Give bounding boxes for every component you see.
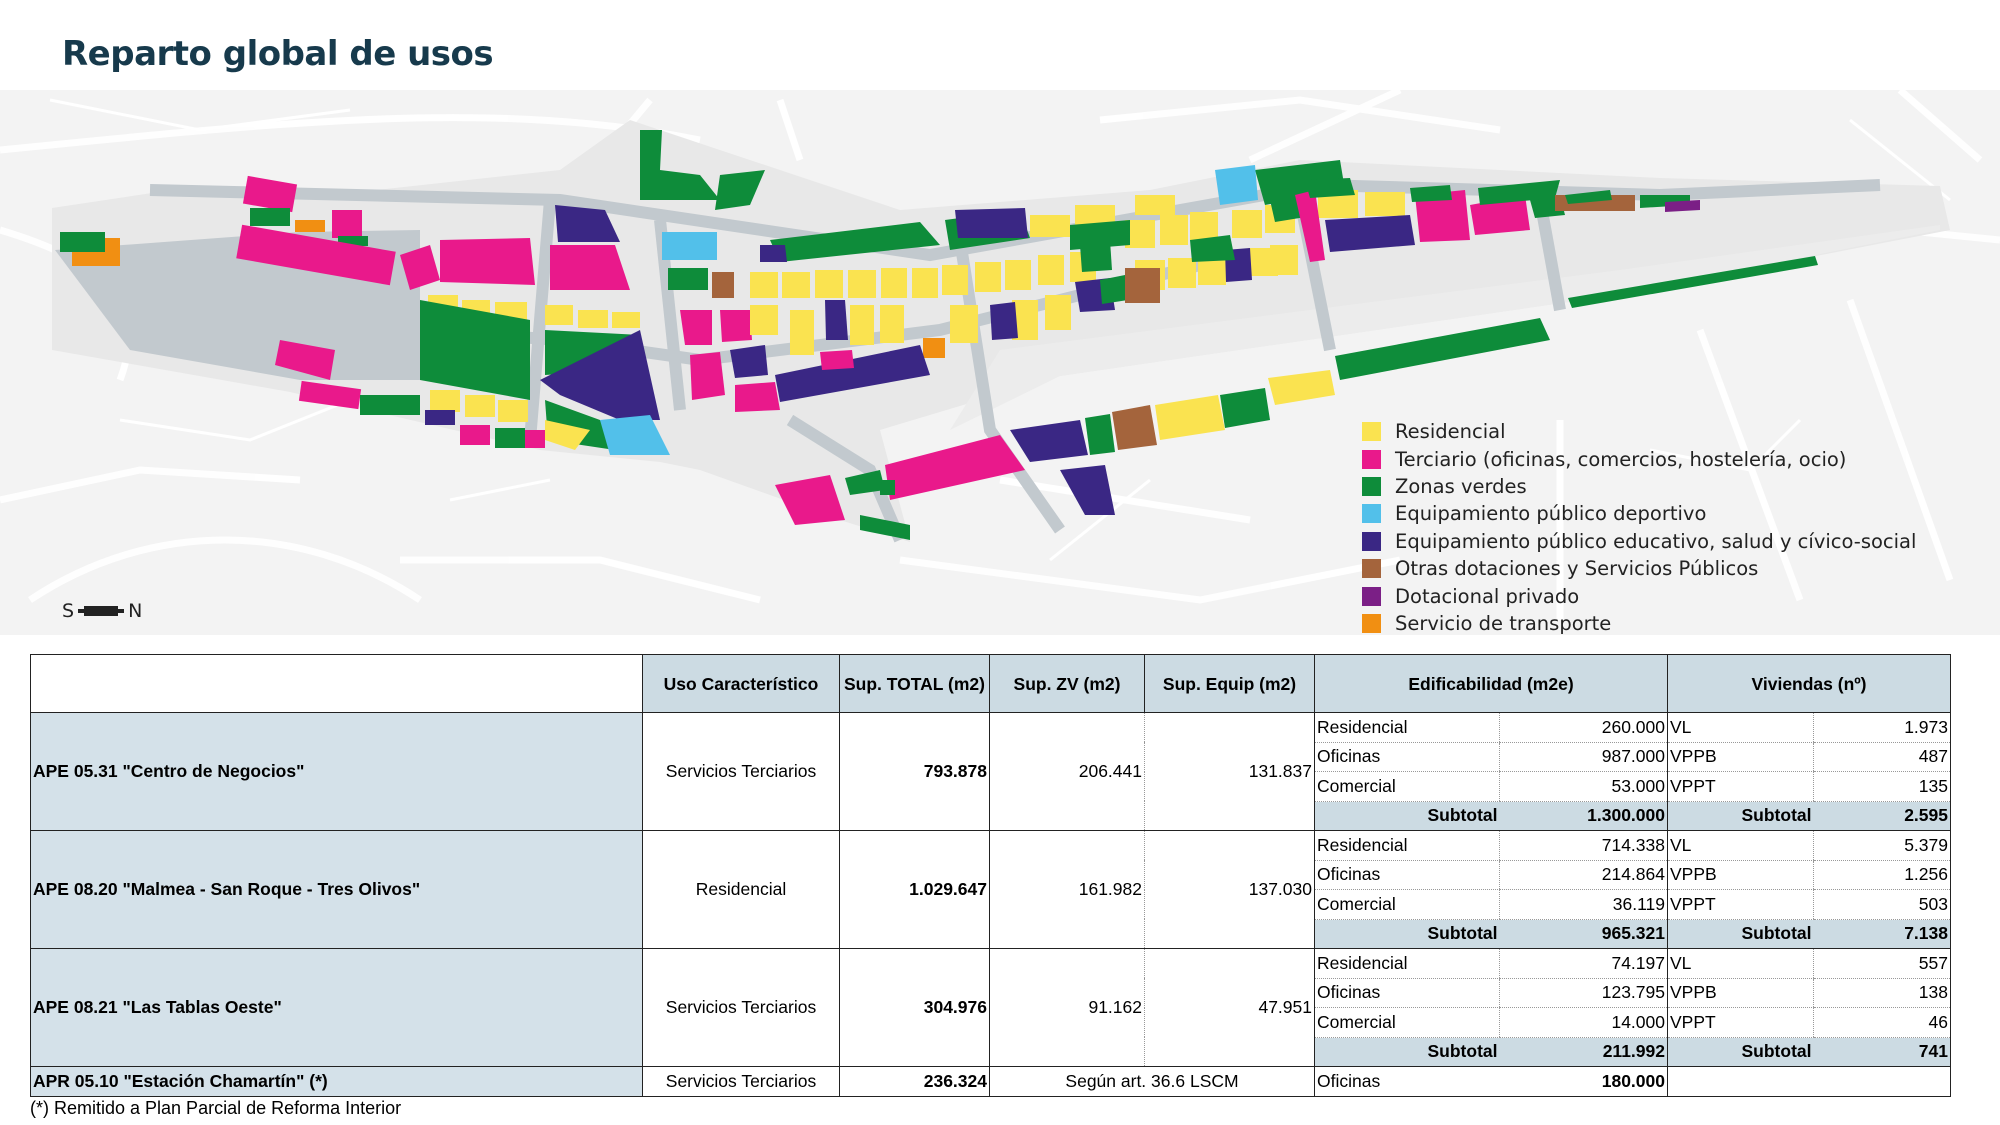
sup-zv: 91.162 <box>990 949 1145 1067</box>
header-edificabilidad: Edificabilidad (m2e) <box>1315 655 1668 713</box>
viv-label: VPPB <box>1668 742 1814 772</box>
legend-swatch <box>1362 587 1381 606</box>
block-residencial <box>545 305 573 325</box>
legend-item-dotacional-privado <box>1362 582 1916 609</box>
compass-north-label: N <box>128 600 143 622</box>
block-residencial <box>498 400 528 422</box>
header-sup-equip: Sup. Equip (m2) <box>1145 655 1315 713</box>
block-transporte <box>295 220 325 232</box>
block-terciario <box>690 352 725 400</box>
block-terciario <box>460 425 490 445</box>
header-sup-zv: Sup. ZV (m2) <box>990 655 1145 713</box>
viv-label: VL <box>1668 831 1814 861</box>
block-equip <box>955 208 1028 238</box>
legend-label: Terciario (oficinas, comercios, hostelería, ocio) <box>1395 447 1847 471</box>
block-verde <box>1085 414 1115 455</box>
block-verde <box>495 428 525 448</box>
viv-label: VPPB <box>1668 978 1814 1008</box>
block-deportivo <box>662 232 717 260</box>
block-equip <box>425 410 455 425</box>
viv-label: VL <box>1668 949 1814 979</box>
sup-zv: 161.982 <box>990 831 1145 949</box>
table-row-chamartin <box>31 1067 1951 1097</box>
block-verde <box>1070 220 1130 250</box>
viv-value: 1.973 <box>1814 713 1951 743</box>
ape-name: APE 08.20 "Malmea - San Roque - Tres Olivos" <box>31 831 643 949</box>
legend-swatch <box>1362 450 1381 469</box>
legend-label: Equipamiento público educativo, salud y cívico-social <box>1395 529 1917 553</box>
legend-item-transporte <box>1362 610 1916 637</box>
legend-label: Dotacional privado <box>1395 584 1580 608</box>
block-terciario <box>735 382 780 412</box>
legend-swatch <box>1362 532 1381 551</box>
viv-label: VPPT <box>1668 1008 1814 1038</box>
usage-table <box>30 654 1951 1097</box>
uso-caracteristico: Servicios Terciarios <box>643 713 840 831</box>
legend-label: Otras dotaciones y Servicios Públicos <box>1395 557 1759 581</box>
viv-empty <box>1668 1067 1951 1097</box>
edif-subtotal-label: Subtotal <box>1315 801 1500 831</box>
legend-label: Equipamiento público deportivo <box>1395 502 1707 526</box>
viv-label: VL <box>1668 713 1814 743</box>
edif-value: 987.000 <box>1500 742 1668 772</box>
block-terciario <box>720 310 752 342</box>
zv-equip-note: Según art. 36.6 LSCM <box>990 1067 1315 1097</box>
block-deportivo <box>1215 165 1258 205</box>
block-equip <box>990 302 1018 340</box>
edif-label: Residencial <box>1315 949 1500 979</box>
legend-label: Servicio de transporte <box>1395 611 1612 635</box>
viv-subtotal: 7.138 <box>1814 919 1951 949</box>
edif-subtotal: 965.321 <box>1500 919 1668 949</box>
header-blank <box>31 655 643 713</box>
edif-value: 74.197 <box>1500 949 1668 979</box>
viv-value: 1.256 <box>1814 860 1951 890</box>
legend-item-zonas-verdes <box>1362 473 1916 500</box>
viv-value: 503 <box>1814 890 1951 920</box>
legend-item-equip-deportivo <box>1362 500 1916 527</box>
legend-item-residencial <box>1362 418 1916 445</box>
block-terciario <box>440 238 535 285</box>
sup-total: 304.976 <box>840 949 990 1067</box>
viv-subtotal: 741 <box>1814 1037 1951 1067</box>
edif-value: 123.795 <box>1500 978 1668 1008</box>
sup-equip: 47.951 <box>1145 949 1315 1067</box>
legend-swatch <box>1362 614 1381 633</box>
edif-subtotal-label: Subtotal <box>1315 919 1500 949</box>
sup-total: 236.324 <box>840 1067 990 1097</box>
header-sup-total: Sup. TOTAL (m2) <box>840 655 990 713</box>
legend-label: Residencial <box>1395 420 1506 444</box>
legend-swatch <box>1362 504 1381 523</box>
table-header-row <box>31 655 1951 713</box>
edif-label: Comercial <box>1315 772 1500 802</box>
block-terciario <box>820 350 854 370</box>
block-dotacional <box>1665 200 1700 212</box>
legend-swatch <box>1362 559 1381 578</box>
edif-label: Oficinas <box>1315 978 1500 1008</box>
block-equip <box>730 345 768 378</box>
viv-value: 557 <box>1814 949 1951 979</box>
viv-subtotal-label: Subtotal <box>1668 919 1814 949</box>
header-uso: Uso Característico <box>643 655 840 713</box>
edif-label: Oficinas <box>1315 860 1500 890</box>
viv-value: 46 <box>1814 1008 1951 1038</box>
block-verde <box>1305 178 1355 198</box>
edif-subtotal: 1.300.000 <box>1500 801 1668 831</box>
sup-zv: 206.441 <box>990 713 1145 831</box>
block-residencial <box>430 390 460 412</box>
viv-value: 138 <box>1814 978 1951 1008</box>
legend-item-terciario <box>1362 445 1916 472</box>
edif-label: Residencial <box>1315 713 1500 743</box>
block-verde <box>360 395 420 415</box>
block-verde <box>250 208 290 226</box>
legend-label: Zonas verdes <box>1395 474 1527 498</box>
edif-subtotal-label: Subtotal <box>1315 1037 1500 1067</box>
edif-label: Residencial <box>1315 831 1500 861</box>
edif-value: 180.000 <box>1500 1067 1668 1097</box>
edif-value: 14.000 <box>1500 1008 1668 1038</box>
north-arrow <box>62 600 142 622</box>
legend-item-equip-educativo <box>1362 528 1916 555</box>
viv-value: 487 <box>1814 742 1951 772</box>
viv-label: VPPT <box>1668 890 1814 920</box>
block-otras <box>1112 405 1157 450</box>
map-legend <box>1362 418 1916 637</box>
sup-total: 793.878 <box>840 713 990 831</box>
footnote: (*) Remitido a Plan Parcial de Reforma Interior <box>30 1098 402 1118</box>
uso-caracteristico: Residencial <box>643 831 840 949</box>
sup-total: 1.029.647 <box>840 831 990 949</box>
viv-label: VPPB <box>1668 860 1814 890</box>
legend-item-otras-dotaciones <box>1362 555 1916 582</box>
ape-name: APE 05.31 "Centro de Negocios" <box>31 713 643 831</box>
table-row <box>31 831 1951 861</box>
uso-caracteristico: Servicios Terciarios <box>643 1067 840 1097</box>
block-otras <box>1125 268 1160 303</box>
page-title: Reparto global de usos <box>62 34 494 74</box>
edif-label: Oficinas <box>1315 742 1500 772</box>
sup-equip: 131.837 <box>1145 713 1315 831</box>
block-verde <box>60 232 105 252</box>
viv-value: 135 <box>1814 772 1951 802</box>
header-viviendas: Viviendas (nº) <box>1668 655 1951 713</box>
table-row <box>31 713 1951 743</box>
block-transporte <box>923 338 945 358</box>
block-terciario <box>332 210 362 238</box>
edif-value: 36.119 <box>1500 890 1668 920</box>
block-verde <box>668 268 708 290</box>
sup-equip: 137.030 <box>1145 831 1315 949</box>
ape-name: APR 05.10 "Estación Chamartín" (*) <box>31 1067 643 1097</box>
viv-value: 5.379 <box>1814 831 1951 861</box>
ape-name: APE 08.21 "Las Tablas Oeste" <box>31 949 643 1067</box>
table-row <box>31 949 1951 979</box>
block-residencial <box>465 395 495 417</box>
compass-bar-icon <box>78 609 124 613</box>
edif-label: Oficinas <box>1315 1067 1500 1097</box>
block-terciario <box>680 310 712 345</box>
legend-swatch <box>1362 477 1381 496</box>
viv-label: VPPT <box>1668 772 1814 802</box>
viv-subtotal-label: Subtotal <box>1668 1037 1814 1067</box>
block-residencial <box>578 310 608 328</box>
viv-subtotal-label: Subtotal <box>1668 801 1814 831</box>
block-residencial <box>612 312 640 328</box>
edif-label: Comercial <box>1315 1008 1500 1038</box>
block-verde <box>1410 185 1452 202</box>
compass-south-label: S <box>62 600 75 622</box>
uso-caracteristico: Servicios Terciarios <box>643 949 840 1067</box>
edif-value: 214.864 <box>1500 860 1668 890</box>
legend-swatch <box>1362 422 1381 441</box>
block-equip <box>825 300 848 340</box>
edif-subtotal: 211.992 <box>1500 1037 1668 1067</box>
viv-subtotal: 2.595 <box>1814 801 1951 831</box>
edif-value: 714.338 <box>1500 831 1668 861</box>
block-terciario <box>525 430 545 448</box>
edif-value: 53.000 <box>1500 772 1668 802</box>
edif-value: 260.000 <box>1500 713 1668 743</box>
block-verde <box>1100 275 1128 304</box>
edif-label: Comercial <box>1315 890 1500 920</box>
block-otras <box>712 272 734 298</box>
block-equip <box>760 245 787 262</box>
